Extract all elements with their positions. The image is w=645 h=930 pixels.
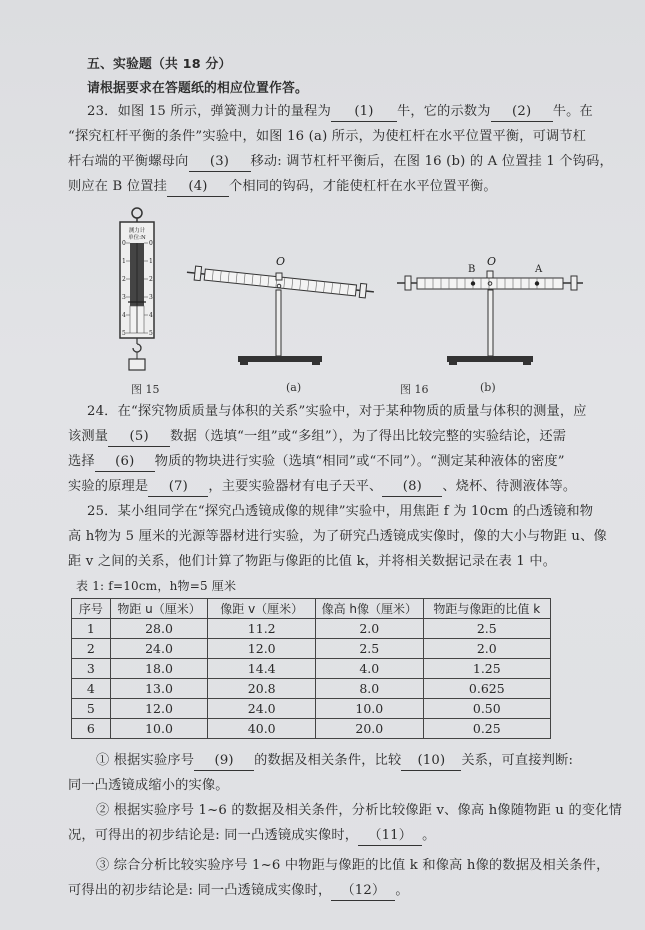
q23-text: 牛。在 [552, 104, 593, 119]
pivot-label-b: O [487, 255, 497, 268]
table-row [72, 679, 551, 699]
figure-15-caption: 图 15 [131, 383, 160, 396]
svg-text:1: 1 [122, 258, 126, 265]
q23-text: 个相同的钩码，才能使杠杆在水平位置平衡。 [229, 179, 497, 194]
cell: 3 [72, 659, 111, 679]
data-table-1 [71, 598, 551, 739]
q25-text: ① 根据实验序号 [96, 753, 195, 768]
q23-line-3 [68, 153, 613, 172]
cell: 1.25 [423, 659, 550, 679]
table-row [72, 659, 551, 679]
q25-part-3-cont [68, 882, 409, 901]
cell: 2 [72, 639, 111, 659]
q25-part-2-cont [68, 827, 436, 846]
q25-text: 。 [422, 828, 436, 843]
answer-blank-4[interactable]: (4) [167, 178, 229, 197]
cell: 11.2 [208, 619, 316, 639]
cell: 5 [72, 699, 111, 719]
q24-text: 、烧杯、待测液体等。 [442, 479, 577, 494]
q25-text: 的数据及相关条件，比较 [254, 753, 402, 768]
cell: 2.0 [423, 639, 550, 659]
table-row [72, 619, 551, 639]
svg-text:3: 3 [122, 294, 126, 301]
q24-line-1: 24．在“探究物质质量与体积的关系”实验中，对于某种物质的质量与体积的测量，应 [87, 404, 587, 419]
q24-text: 实验的原理是 [68, 479, 149, 494]
cell: 4.0 [316, 659, 424, 679]
lever-figure-a [180, 248, 380, 368]
answer-blank-3[interactable]: (3) [189, 153, 251, 172]
q23-text: 移动: 调节杠杆平衡后，在图 16 (b) 的 A 位置挂 1 个钩码， [250, 154, 613, 169]
q23-line-1 [87, 103, 593, 122]
table-row [72, 699, 551, 719]
spring-dynamometer-figure [108, 205, 168, 375]
svg-text:2: 2 [122, 276, 126, 283]
cell: 24.0 [208, 699, 316, 719]
dynamometer-label-1: 测力计 [128, 228, 146, 234]
svg-text:5: 5 [149, 330, 153, 337]
q24-line-3 [68, 453, 565, 472]
table-header-row [72, 599, 551, 619]
answer-blank-11[interactable]: （11） [358, 827, 422, 846]
answer-blank-6[interactable]: (6) [95, 453, 155, 472]
col-header-image-height: 像高 h像（厘米） [316, 599, 424, 619]
answer-blank-8[interactable]: (8) [382, 478, 442, 497]
col-header-ratio-k: 物距与像距的比值 k [423, 599, 550, 619]
svg-text:2: 2 [149, 276, 153, 283]
lever-figure-b [395, 250, 585, 370]
q24-line-4 [68, 478, 576, 497]
figure-16-caption: 图 16 [400, 383, 429, 396]
cell: 0.25 [423, 719, 550, 739]
point-a-label: A [535, 264, 543, 275]
q24-text: 物质的物块进行实验（选填“相同”或“不同”）。“测定某种液体的密度” [154, 454, 565, 469]
table-caption: 表 1: f=10cm，h物=5 厘米 [76, 579, 237, 593]
svg-text:4: 4 [122, 312, 126, 319]
q23-line-2: “探究杠杆平衡的条件”实验中，如图 16 (a) 所示，为使杠杆在水平位置平衡，可调节杠 [68, 129, 587, 144]
q25-text: 关系，可直接判断: [461, 753, 574, 768]
cell: 10.0 [110, 719, 208, 739]
answer-blank-9[interactable]: (9) [194, 752, 254, 771]
q23-text: 则应在 B 位置挂 [68, 179, 167, 194]
figure-16b-caption: (b) [480, 381, 496, 394]
q25-part-1 [96, 752, 573, 771]
cell: 2.5 [423, 619, 550, 639]
q23-line-4 [68, 178, 497, 197]
cell: 18.0 [110, 659, 208, 679]
cell: 6 [72, 719, 111, 739]
q23-text: 23．如图 15 所示，弹簧测力计的量程为 [87, 104, 331, 119]
cell: 10.0 [316, 699, 424, 719]
cell: 12.0 [110, 699, 208, 719]
q25-text: 可得出的初步结论是: 同一凸透镜成实像时， [68, 883, 332, 898]
cell: 14.4 [208, 659, 316, 679]
answer-blank-1[interactable]: (1) [331, 103, 397, 122]
q25-part-2: ② 根据实验序号 1~6 的数据及相关条件，分析比较像距 v、像高 h像随物距 u 的变化情 [96, 803, 622, 818]
pivot-label-a: O [276, 255, 286, 268]
q24-text: 选择 [68, 454, 95, 469]
table-row [72, 639, 551, 659]
cell: 0.625 [423, 679, 550, 699]
answer-blank-7[interactable]: (7) [148, 478, 208, 497]
q24-text: 数据（选填“一组”或“多组”），为了得出比较完整的实验结论，还需 [170, 429, 567, 444]
q23-text: 牛，它的示数为 [396, 104, 491, 119]
figure-16a-caption: (a) [286, 381, 302, 394]
cell: 40.0 [208, 719, 316, 739]
cell: 24.0 [110, 639, 208, 659]
q25-part-1-cont: 同一凸透镜成缩小的实像。 [68, 778, 229, 793]
q25-text: 。 [395, 883, 409, 898]
col-header-index: 序号 [72, 599, 111, 619]
answer-blank-12[interactable]: （12） [331, 882, 395, 901]
cell: 20.0 [316, 719, 424, 739]
cell: 0.50 [423, 699, 550, 719]
svg-text:0: 0 [149, 240, 153, 247]
cell: 4 [72, 679, 111, 699]
q25-line-3: 距 v 之间的关系，他们计算了物距与像距的比值 k，并将相关数据记录在表 1 中。 [68, 554, 557, 569]
table-row [72, 719, 551, 739]
q23-text: 杆右端的平衡螺母向 [68, 154, 189, 169]
q24-line-2 [68, 428, 566, 447]
q25-text: 况，可得出的初步结论是: 同一凸透镜成实像时， [68, 828, 359, 843]
col-header-object-distance: 物距 u（厘米） [110, 599, 208, 619]
point-b-label: B [468, 264, 476, 275]
svg-text:1: 1 [149, 258, 153, 265]
section-title: 五、实验题（共 18 分） [87, 57, 232, 72]
cell: 8.0 [316, 679, 424, 699]
svg-text:5: 5 [122, 330, 126, 337]
col-header-image-distance: 像距 v（厘米） [208, 599, 316, 619]
q25-line-2: 高 h物为 5 厘米的光源等器材进行实验，为了研究凸透镜成实像时，像的大小与物距 u、像 [68, 529, 607, 544]
q25-part-3: ③ 综合分析比较实验序号 1~6 中物距与像距的比值 k 和像高 h像的数据及相关条件， [96, 858, 610, 873]
cell: 20.8 [208, 679, 316, 699]
q24-text: ，主要实验器材有电子天平、 [208, 479, 383, 494]
cell: 1 [72, 619, 111, 639]
dynamometer-label-2: 单位:N [128, 235, 146, 241]
cell: 2.0 [316, 619, 424, 639]
cell: 28.0 [110, 619, 208, 639]
svg-text:3: 3 [149, 294, 153, 301]
answer-blank-5[interactable]: (5) [108, 428, 170, 447]
section-instruction: 请根据要求在答题纸的相应位置作答。 [87, 81, 308, 96]
svg-text:0: 0 [122, 240, 126, 247]
cell: 12.0 [208, 639, 316, 659]
answer-blank-10[interactable]: (10) [401, 752, 461, 771]
q24-text: 该测量 [68, 429, 109, 444]
cell: 13.0 [110, 679, 208, 699]
cell: 2.5 [316, 639, 424, 659]
svg-text:4: 4 [149, 312, 153, 319]
answer-blank-2[interactable]: (2) [491, 103, 553, 122]
q25-line-1: 25．某小组同学在“探究凸透镜成像的规律”实验中，用焦距 f 为 10cm 的凸透镜和物 [87, 504, 594, 519]
